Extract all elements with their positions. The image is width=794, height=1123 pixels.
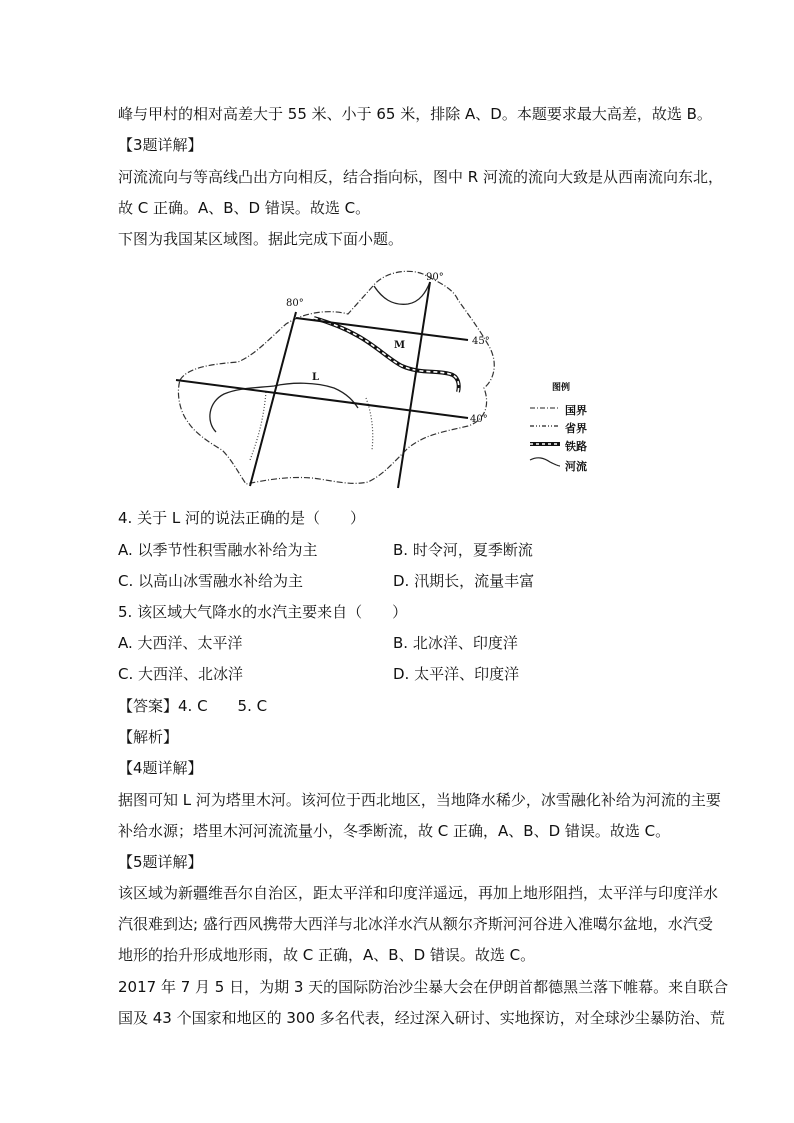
meridian-80: [250, 312, 296, 486]
q4-option-b: B. 时令河，夏季断流: [393, 541, 533, 559]
l-label: L: [312, 372, 320, 383]
legend-title: 图例: [552, 383, 571, 393]
para-line: 下图为我国某区域图。据此完成下面小题。: [118, 230, 404, 248]
analysis-heading: 【解析】: [118, 728, 179, 746]
q4-option-a: A. 以季节性积雪融水补给为主: [118, 541, 318, 559]
q5-option-a: A. 大西洋、太平洋: [118, 634, 243, 652]
para-line: 河流流向与等高线凸出方向相反，结合指向标，图中 R 河流的流向大致是从西南流向东北，: [118, 168, 723, 186]
lon-90-label: 90°: [426, 272, 444, 283]
region-map-figure: [168, 262, 571, 494]
legend-river-swatch: [530, 458, 560, 466]
section-heading: 【3题详解】: [118, 136, 203, 154]
q5-option-c: C. 大西洋、北冰洋: [118, 665, 244, 683]
meridian-90: [398, 282, 430, 488]
lon-80-label: 80°: [286, 298, 304, 309]
para-line: 汽很难到达; 盛行西风携带大西洋与北冰洋水汽从额尔齐斯河河谷进入准噶尔盆地，水汽受: [118, 915, 713, 933]
para-line: 据图可知 L 河为塔里木河。该河位于西北地区，当地降水稀少，冰雪融化补给为河流的主要: [118, 791, 721, 809]
river-l: [210, 383, 358, 432]
q5-option-b: B. 北冰洋、印度洋: [393, 634, 518, 652]
parallel-40: [176, 380, 468, 418]
q4-option-d: D. 汛期长，流量丰富: [393, 572, 535, 590]
para-line: 2017 年 7 月 5 日，为期 3 天的国际防治沙尘暴大会在伊朗首都德黑兰落下帷幕。来自联合: [118, 978, 729, 996]
lat-40-label: 40°: [470, 414, 488, 425]
q5-option-d: D. 太平洋、印度洋: [393, 665, 520, 683]
lat-45-label: 45°: [472, 336, 490, 347]
section-heading: 【5题详解】: [118, 853, 203, 871]
river-north: [374, 282, 430, 304]
legend-item-river: 河流: [565, 460, 587, 473]
section-heading: 【4题详解】: [118, 759, 203, 777]
q4-option-c: C. 以高山冰雪融水补给为主: [118, 572, 304, 590]
parallel-45: [296, 318, 468, 340]
para-line: 该区域为新疆维吾尔自治区，距太平洋和印度洋遥远，再加上地形阻挡，太平洋与印度洋水: [118, 884, 719, 902]
legend-item-provincial: 省界: [565, 422, 587, 435]
para-line: 地形的抬升形成地形雨，故 C 正确，A、B、D 错误。故选 C。: [118, 946, 536, 964]
answer-line: 【答案】4. C 5. C: [118, 697, 268, 715]
para-line: 国及 43 个国家和地区的 300 多名代表，经过深入研讨、实地探访，对全球沙尘暴防治、荒: [118, 1009, 725, 1027]
question-4-stem: 4. 关于 L 河的说法正确的是（ ）: [118, 509, 365, 527]
para-line: 峰与甲村的相对高差大于 55 米、小于 65 米，排除 A、D。本题要求最大高差，故选 B。: [118, 105, 712, 123]
provincial-border: [250, 392, 266, 460]
para-line: 补给水源；塔里木河河流流量小，冬季断流，故 C 正确，A、B、D 错误。故选 C。: [118, 822, 671, 840]
question-5-stem: 5. 该区域大气降水的水汽主要来自（ ）: [118, 603, 408, 621]
national-border: [178, 271, 494, 484]
para-line: 故 C 正确。A、B、D 错误。故选 C。: [118, 199, 371, 217]
m-label: M: [394, 340, 406, 351]
legend-item-railway: 铁路: [565, 440, 587, 453]
region-map: [168, 262, 571, 494]
legend-item-national: 国界: [565, 404, 587, 417]
